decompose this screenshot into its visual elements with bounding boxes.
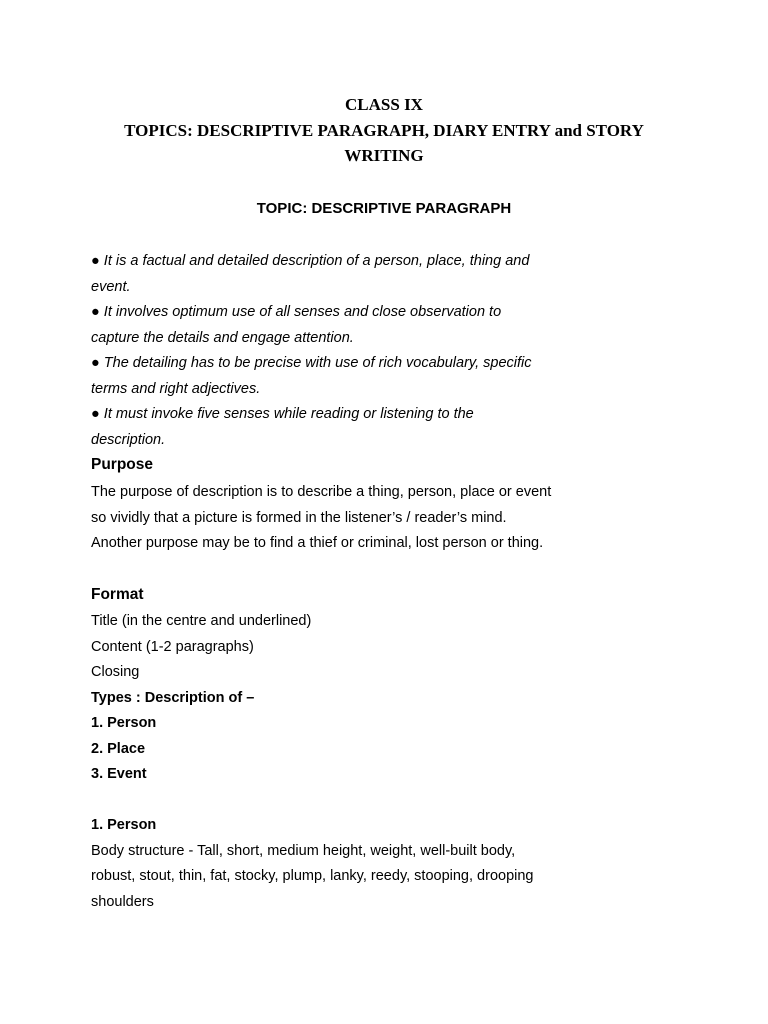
- bullet-line: ● It must invoke five senses while reading or listening to the: [91, 406, 474, 422]
- person-line: robust, stout, thin, fat, stocky, plump, lanky, reedy, stooping, drooping: [91, 868, 534, 884]
- purpose-line: Another purpose may be to find a thief or criminal, lost person or thing.: [91, 535, 544, 551]
- bullet-line: terms and right adjectives.: [91, 380, 261, 397]
- purpose-heading: Purpose: [91, 456, 154, 473]
- topics-line-2: WRITING: [344, 146, 424, 165]
- bullet-line: ● It is a factual and detailed description of a person, place, thing and: [91, 253, 530, 269]
- types-heading: Types : Description of –: [91, 689, 255, 706]
- format-item: Closing: [91, 664, 140, 680]
- purpose-line: The purpose of description is to describe a thing, person, place or event: [91, 484, 552, 500]
- type-item: 3. Event: [91, 766, 147, 782]
- bullet-line: event.: [91, 278, 131, 295]
- person-line: Body structure - Tall, short, medium height, weight, well-built body,: [91, 842, 516, 859]
- person-section: [91, 813, 631, 915]
- format-list: [91, 609, 631, 788]
- purpose-paragraph: [91, 480, 631, 557]
- person-heading: 1. Person: [91, 817, 157, 833]
- type-item: 1. Person: [91, 715, 157, 731]
- bullet-line: ● The detailing has to be precise with use of rich vocabulary, specific: [91, 355, 532, 371]
- person-line: shoulders: [91, 893, 154, 910]
- bullet-list: [91, 249, 631, 453]
- bullet-line: capture the details and engage attention.: [91, 329, 354, 346]
- class-title: CLASS IX: [345, 95, 423, 114]
- format-heading: Format: [91, 586, 144, 603]
- format-item: Title (in the centre and underlined): [91, 613, 312, 629]
- topics-line-1: TOPICS: DESCRIPTIVE PARAGRAPH, DIARY ENTRY and STORY: [124, 121, 644, 140]
- bullet-line: ● It involves optimum use of all senses and close observation to: [91, 304, 502, 320]
- purpose-line: so vividly that a picture is formed in the listener’s / reader’s mind.: [91, 509, 507, 526]
- topic-heading: TOPIC: DESCRIPTIVE PARAGRAPH: [256, 200, 512, 217]
- format-item: Content (1-2 paragraphs): [91, 638, 254, 655]
- type-item: 2. Place: [91, 740, 146, 757]
- bullet-line: description.: [91, 431, 166, 448]
